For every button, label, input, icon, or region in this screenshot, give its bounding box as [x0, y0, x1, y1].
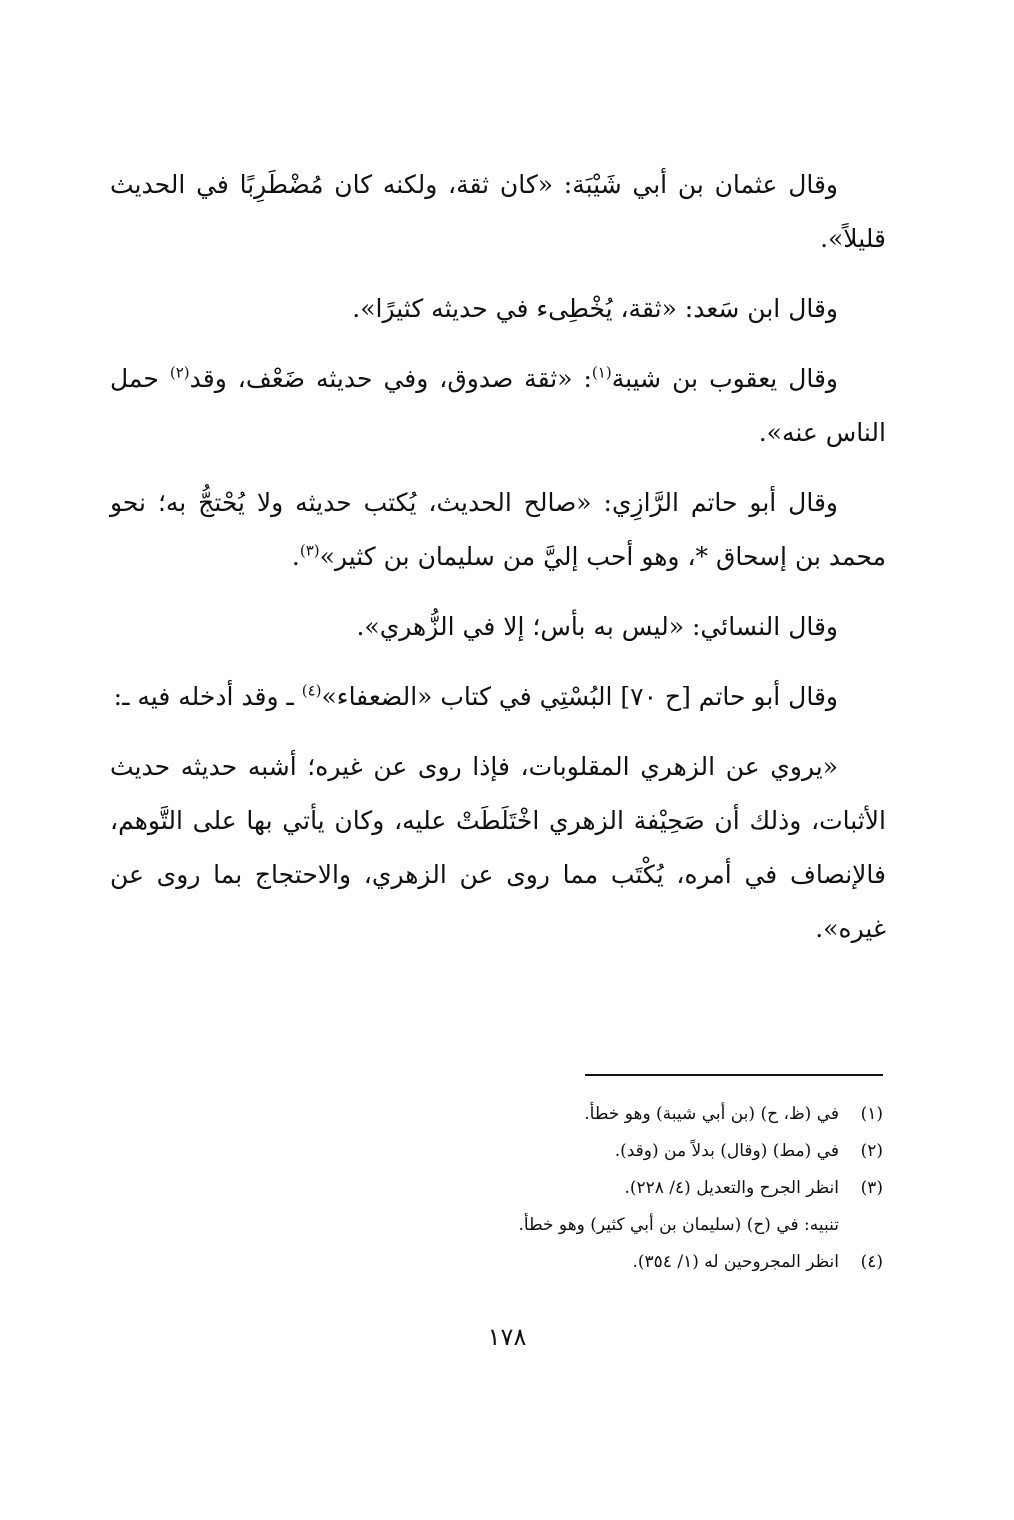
footnote-number: (٤)	[860, 1252, 883, 1272]
footnote-text: تنبيه: في (ح) (سليمان بن أبي كثير) وهو خطأ.	[518, 1215, 839, 1235]
footnote-ref-3[interactable]: (٣)	[299, 541, 320, 560]
footnote-text: في (ظ، ح) (بن أبي شيبة) وهو خطأ.	[584, 1104, 839, 1124]
paragraph-text: وقال أبو حاتم الرَّازِي: «صالح الحديث، يُكتب حديثه ولا يُحْتجُّ به؛ نحو محمد بن إسحاق *، وهو أحب إليَّ من سليمان بن كثير»	[110, 488, 886, 571]
paragraph-text: .	[291, 542, 300, 571]
footnote-text: انظر الجرح والتعديل (٤/ ٢٢٨).	[624, 1178, 839, 1198]
footnote-ref-2[interactable]: (٢)	[169, 363, 190, 382]
paragraph-nasai: وقال النسائي: «ليس به بأس؛ إلا في الزُّهري».	[356, 612, 838, 641]
paragraph-uthman-ibn-abi-shayba: وقال عثمان بن أبي شَيْبَة: «كان ثقة، ولكنه كان مُضْطَرِبًا في الحديث قليلاً».	[110, 170, 886, 253]
footnote-1	[300, 1096, 883, 1133]
footnote-ref-1[interactable]: (١)	[591, 363, 612, 382]
paragraph-text: : «ثقة صدوق، وفي حديثه ضَعْف، وقد	[189, 364, 592, 393]
paragraph-text: ـ وقد أدخله فيه ـ:	[113, 682, 302, 711]
paragraph-quotation: «يروي عن الزهري المقلوبات، فإذا روى عن غيره؛ أشبه حديثه حديث الأثبات، وذلك أن صَحِيْفة الزهري اخْتَلَطَتْ عليه، وكان يأتي بها على التَّوهم، فالإنصاف في أمره، يُكْتَب مما روى عن الزهري، والاحتجاج بما روى عن غيره».	[110, 752, 886, 943]
page-body	[110, 158, 886, 972]
footnote-3-remark	[300, 1207, 883, 1244]
paragraph-abu-hatim-busti	[110, 670, 886, 724]
paragraph-abu-hatim-razi	[110, 476, 886, 584]
footnote-number: (٣)	[860, 1178, 883, 1198]
footnote-text: في (مط) (وقال) بدلاً من (وقد).	[614, 1141, 839, 1161]
footnote-number: (١)	[860, 1104, 883, 1124]
paragraph-text: وقال يعقوب بن شيبة	[611, 364, 839, 393]
footnote-text: انظر المجروحين له (١/ ٣٥٤).	[632, 1252, 839, 1272]
footnote-ref-4[interactable]: (٤)	[301, 681, 322, 700]
footnote-2	[300, 1133, 883, 1170]
page-number: ١٧٨	[487, 1323, 527, 1351]
footnote-4	[300, 1244, 883, 1281]
footnote-number: (٢)	[860, 1141, 883, 1161]
footnote-3	[300, 1170, 883, 1207]
paragraph-yaqub-ibn-shayba	[110, 352, 886, 460]
paragraph-ibn-sad: وقال ابن سَعد: «ثقة، يُخْطِىء في حديثه كثيرًا».	[352, 294, 838, 323]
footnote-divider	[585, 1074, 883, 1076]
footnotes	[300, 1096, 883, 1281]
paragraph-text: حمل الناس عنه».	[110, 364, 886, 447]
paragraph-text: وقال أبو حاتم [ح ٧٠] البُسْتِي في كتاب «الضعفاء»	[321, 682, 838, 711]
